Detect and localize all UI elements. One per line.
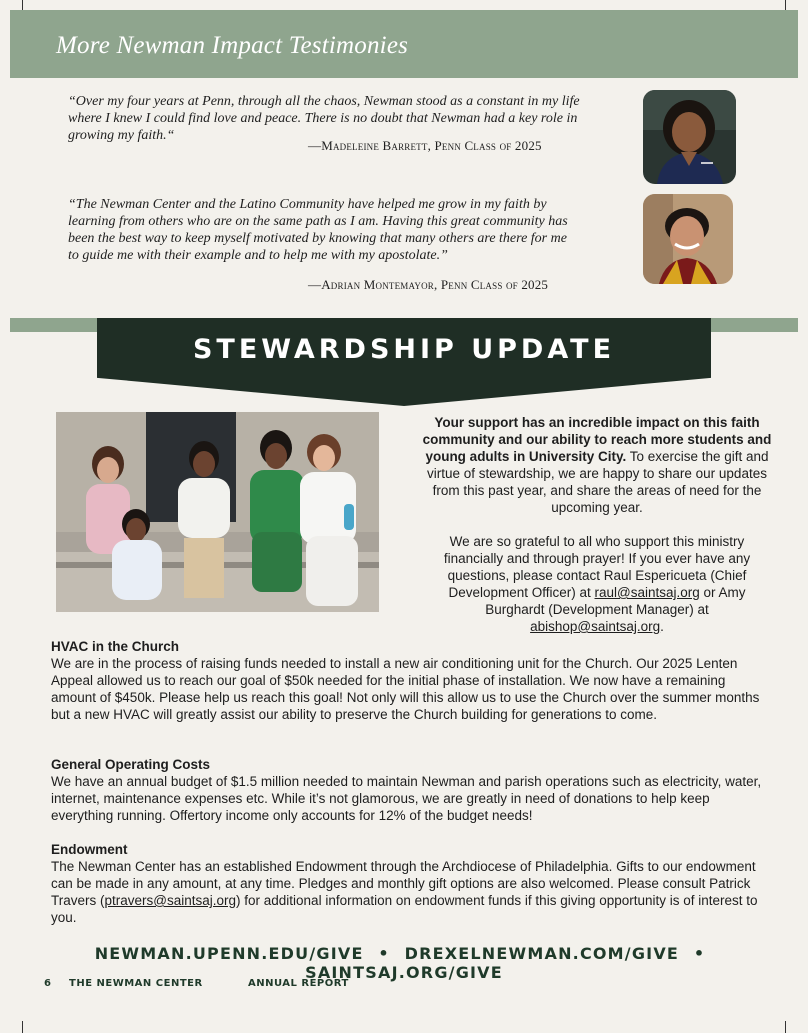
footer-org: THE NEWMAN CENTER xyxy=(69,978,203,989)
attribution-text: —Madeleine Barrett, Penn Class of 2025 xyxy=(308,138,542,153)
intro-bold-text: Your support has an incredible impact on this faith community and our ability to reach more students and young adults in University City. xyxy=(422,415,772,464)
give-links xyxy=(0,944,808,982)
attribution-text: —Adrian Montemayor, Penn Class of 2025 xyxy=(308,277,549,292)
adrian-photo xyxy=(643,194,733,284)
stewardship-intro xyxy=(422,414,772,635)
thanks-text: We are so grateful to all who support this ministry financially and through prayer! If you ever have any questions, please contact Raul Espericueta (Chief Development Officer) at xyxy=(443,534,751,600)
operating-costs-section xyxy=(51,756,773,824)
crop-mark xyxy=(785,1021,786,1033)
hvac-section xyxy=(51,638,773,723)
thanks-paragraph xyxy=(422,533,772,635)
madeleine-photo xyxy=(643,90,736,184)
stewardship-title: STEWARDSHIP UPDATE xyxy=(192,334,616,365)
section-body: We have an annual budget of $1.5 million needed to maintain Newman and parish operations such as electricity, water, internet, maintenance expenses etc. While it’s not glamorous, we are greatly in need of donations to help keep everything running. Offertory income only accounts for 12% of the budget needs! xyxy=(51,774,762,823)
give-link-newman-upenn[interactable]: NEWMAN.UPENN.EDU/GIVE xyxy=(94,944,364,963)
section-heading: HVAC in the Church xyxy=(51,639,179,654)
intro-paragraph xyxy=(422,414,772,516)
endowment-text: The Newman Center has an established Endowment through the Archdiocese of Philadelphia. Gifts to our endowment can be made in any amount, at any time. Pledges and monthly gift options are also welcomed. Please consult Patrick Travers ( xyxy=(51,859,756,908)
crop-mark xyxy=(22,0,23,10)
give-link-drexel-newman[interactable]: DREXELNEWMAN.COM/GIVE xyxy=(404,944,680,963)
thanks-text: or Amy Burghardt (Development Manager) at xyxy=(485,585,746,617)
email-link-ptravers[interactable]: ptravers@saintsaj.org xyxy=(104,893,237,908)
separator-dot: • xyxy=(378,944,390,963)
section-heading: Endowment xyxy=(51,842,128,857)
intro-text: To exercise the gift and virtue of stewardship, we are happy to share our updates from this past year, and share the areas of need for the upcoming year. xyxy=(427,449,769,515)
give-link-saintsaj[interactable]: SAINTSAJ.ORG/GIVE xyxy=(305,963,503,982)
students-group-photo xyxy=(56,412,379,612)
crop-mark xyxy=(22,1021,23,1033)
testimony-attribution xyxy=(308,138,542,154)
endowment-section xyxy=(51,841,773,926)
testimony-quote: “The Newman Center and the Latino Community have helped me grow in my faith by learning from others who are on the same path as I am. Having this great community has been the best way to keep myself motivated by knowing that many others are there for me to guide me with their example and to help me with my apostolate.” xyxy=(68,197,568,263)
crop-mark xyxy=(785,0,786,10)
page-title: More Newman Impact Testimonies xyxy=(56,32,409,59)
section-heading: General Operating Costs xyxy=(51,757,211,772)
email-link-amy[interactable]: abishop@saintsaj.org xyxy=(530,619,661,634)
endowment-text: ) for additional information on endowment funds if this giving opportunity is of interest to you. xyxy=(51,893,758,925)
testimony-attribution xyxy=(308,277,548,293)
page-number: 6 xyxy=(44,978,52,989)
separator-dot: • xyxy=(693,944,706,963)
email-link-raul[interactable]: raul@saintsaj.org xyxy=(594,585,700,600)
thanks-text: . xyxy=(660,619,664,634)
section-body: We are in the process of raising funds needed to install a new air conditioning unit for the Church. Our 2025 Lenten Appeal allowed us to reach our goal of $50k needed for the initial phase of installation. We now have a remaining amount of $450k. Please help us reach this goal! Not only will this allow us to use the Church over the summer months but a new HVAC will greatly assist our ability to preserve the Church building for generations to come. xyxy=(51,656,760,722)
footer-doc: ANNUAL REPORT xyxy=(248,978,349,989)
testimony-quote: “Over my four years at Penn, through all the chaos, Newman stood as a constant in my life where I knew I could find love and peace. There is no doubt that Newman had a key role in growing my faith.“ xyxy=(68,94,580,143)
section-body xyxy=(51,858,773,926)
